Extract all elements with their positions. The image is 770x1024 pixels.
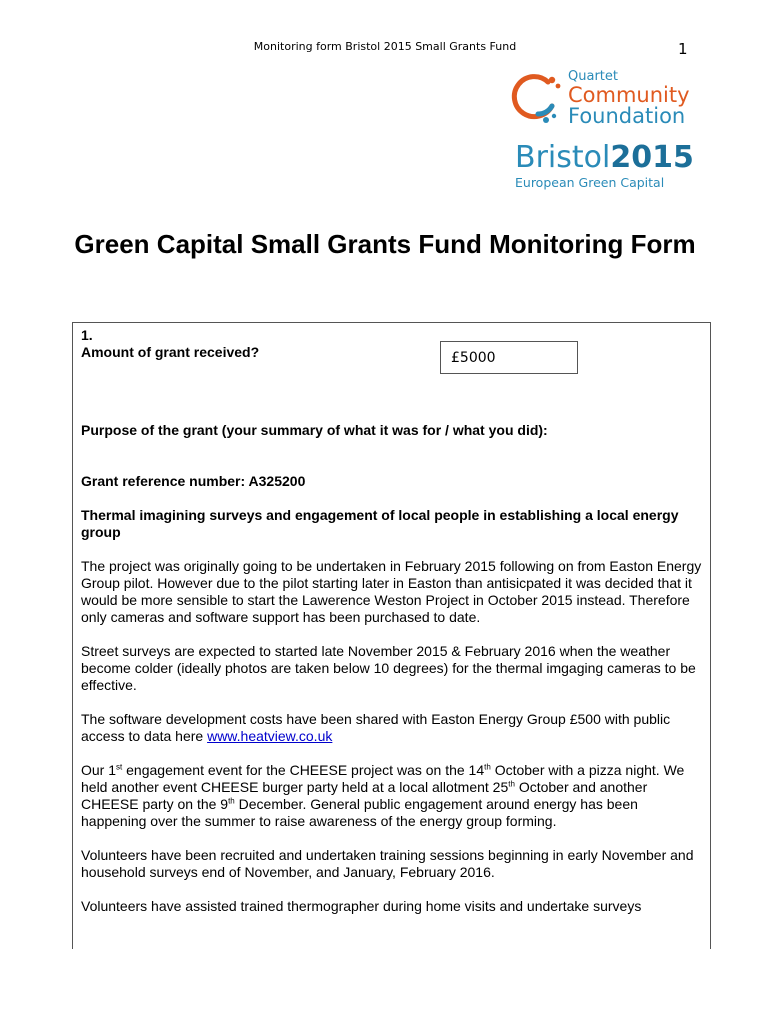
page-number: 1 [678, 40, 688, 58]
bristol-tagline: European Green Capital [515, 175, 665, 190]
p4-sup3: th [508, 779, 515, 789]
paragraph-6: Volunteers have assisted trained thermographer during home visits and undertake surveys [81, 898, 642, 914]
p4-sup2: th [484, 762, 491, 772]
heatview-link[interactable]: www.heatview.co.uk [207, 728, 333, 744]
form-section-box [72, 322, 711, 949]
purpose-label: Purpose of the grant (your summary of what it was for / what you did): [81, 422, 548, 438]
quartet-line1: Quartet [568, 69, 618, 84]
bristol-word: Bristol [515, 140, 611, 175]
amount-label: Amount of grant received? [81, 344, 260, 360]
p4-e: December. General public engagement around energy has been happening over the summer to raise awareness of the energy group forming. [81, 796, 638, 829]
quartet-ring-icon [508, 72, 564, 128]
amount-field[interactable]: £5000 [440, 341, 578, 374]
paragraph-1: The project was originally going to be undertaken in February 2015 following on from Easton Energy Group pilot. However due to the pilot starting later in Easton than antisicpated it was decided that it would be more sensible to start the Lawerence Weston Project in October 2015 instead. Therefore only cameras and software support has been purchased to date. [81, 558, 702, 625]
page-title: Green Capital Small Grants Fund Monitoring Form [74, 229, 696, 259]
paragraph-3 [81, 711, 702, 745]
project-title: Thermal imagining surveys and engagement of local people in establishing a local energy group [81, 507, 679, 540]
p4-b: engagement event for the CHEESE project was on the 14 [122, 762, 485, 778]
bristol-2015-logo [515, 140, 694, 190]
bristol-year: 2015 [610, 140, 694, 175]
paragraph-5: Volunteers have been recruited and undertaken training sessions beginning in early November and household surveys end of November, and January, February 2016. [81, 847, 694, 880]
p4-d: October and another CHEESE party on the 9 [81, 779, 648, 812]
paragraph-2: Street surveys are expected to started late November 2015 & February 2016 when the weather become colder (ideally photos are taken below 10 degrees) for the thermal imgaging cameras to be effective. [81, 643, 696, 693]
section-number: 1. [81, 327, 93, 343]
running-header: Monitoring form Bristol 2015 Small Grants Fund [253, 40, 517, 53]
quartet-logo [508, 70, 698, 130]
paragraph-3-text: The software development costs have been shared with Easton Energy Group £500 with public access to data here [81, 711, 671, 744]
quartet-line2: Community [568, 83, 690, 107]
p4-c: October with a pizza night. We held another event CHEESE burger party held at a local allotment 25 [81, 762, 685, 795]
paragraph-4 [81, 762, 702, 830]
quartet-line3: Foundation [568, 104, 686, 128]
p4-sup4: th [228, 796, 235, 806]
p4-a: Our 1 [81, 762, 117, 778]
grant-reference: Grant reference number: A325200 [81, 473, 306, 489]
p4-sup1: st [116, 762, 123, 772]
